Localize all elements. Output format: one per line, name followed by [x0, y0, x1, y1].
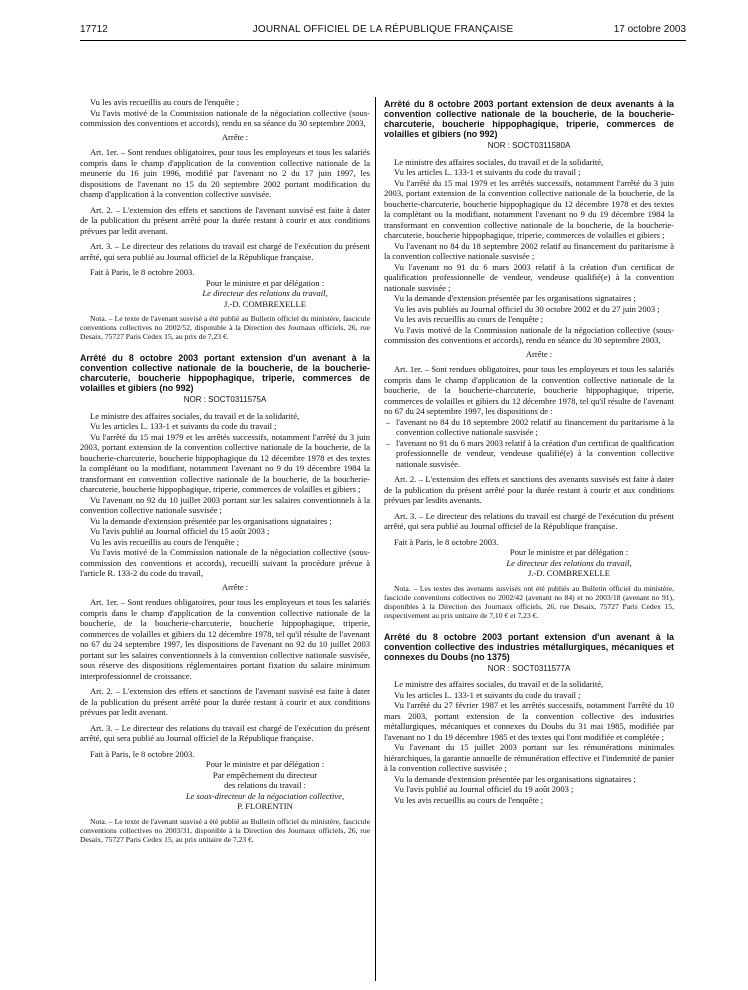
header-rule [80, 40, 686, 41]
paragraph: Vu l'arrêté du 15 mai 1979 et les arrêtés successifs, notamment l'arrêté du 3 juin 2003, portant extension de la convention collective nationale de la boucherie, de la boucherie-charcuterie, boucherie hippophagique du 12 décembre 1978 et des textes la complétant ou la modifiant, notamment l'avenant no 9 du 19 décembre 1984 la transformant en convention collective nationale de la boucherie, de la boucherie-charcuterie, boucherie hippophagique, triperie, commerces de volailles et gibiers ; [384, 177, 674, 240]
list-item-text: l'avenant no 84 du 18 septembre 2002 relatif au financement du paritarisme à la convention collective nationale susvisée ; [396, 416, 674, 437]
page-number: 17712 [80, 24, 108, 35]
paragraph: Vu les articles L. 133-1 et suivants du code du travail ; [394, 167, 581, 177]
paragraph: Vu l'avenant du 15 juillet 2003 portant sur les rémunérations minimales hiérarchiques, la garantie annuelle de rémunération effective et l'indemnité de panier à la convention collective susvisée ; [384, 742, 674, 773]
signature-line: Pour le ministre et par délégation : [509, 547, 629, 557]
article: Art. 2. – L'extension des effets et sanctions de l'avenant susvisé est faite à dater de la publication du présent arrêté pour la durée restant à courir et aux conditions prévues par ledit avenant. [80, 204, 370, 236]
paragraph: Vu l'avis publié au Journal officiel du 19 août 2003 ; [394, 784, 574, 794]
article: Art. 2. – L'extension des effets et sanctions de l'avenant susvisé est faite à dater de la publication du présent arrêté pour la durée restant à courir et aux conditions prévues par ledit avenant. [80, 686, 370, 717]
arrete-heading: Arrête : [525, 348, 553, 359]
paragraph: Vu l'avis motivé de la Commission nationale de la négociation collective (sous-commission des conventions et accords), recueilli suivant la procédure prévue à l'article R. 133-2 du code du travail, [80, 547, 370, 578]
signature-name: J.-D. COMBREXELLE [528, 568, 610, 578]
signature-line: des relations du travail : [223, 780, 307, 790]
paragraph: Vu la demande d'extension présentée par les organisations signataires ; [394, 293, 636, 303]
paragraph: Vu l'avis motivé de la Commission nationale de la négociation collective (sous-commission des conventions et accords), rendu en séance du 30 septembre 2003, [384, 324, 674, 345]
right-column [384, 99, 674, 805]
signature-name: P. FLORENTIN [237, 801, 293, 811]
paragraph: Vu l'avenant no 91 du 6 mars 2003 relatif à la création d'un certificat de qualification professionnelle de vendeur, vendeuse qualifié(e) à la convention nationale susvisée ; [384, 261, 674, 293]
list-item: – l'avenant no 84 du 18 septembre 2002 relatif au financement du paritarisme à la convention collective nationale susvisée ; [386, 416, 674, 437]
paragraph: Le ministre des affaires sociales, du travail et de la solidarité, [394, 679, 604, 689]
paragraph: Vu les articles L. 133-1 et suivants du code du travail ; [394, 689, 581, 700]
page-header [80, 24, 686, 38]
nota: Nota. – Le texte de l'avenant susvisé a été publié au Bulletin officiel du ministère, fascicule conventions collectives no 2003/31, disponible à la Direction des Journaux officiels, 26, rue Desaix, 75727 Paris Cedex 15, au prix unitaire de 7,23 €. [80, 816, 370, 844]
section-title: Arrêté du 8 octobre 2003 portant extension d'un avenant à la convention collective des industries métallurgiques, mécaniques et connexes du Doubs (no 1375) [384, 631, 674, 662]
nota: Nota. – Le texte de l'avenant susvisé a été publié au Bulletin officiel du ministère, fascicule conventions collectives no 2002/52, disponible à la Direction des Journaux officiels, 26, rue Desaix, 75727 Paris Cedex 15, au prix de 7,23 €. [80, 314, 370, 341]
nor-code: NOR : SOCT0311575A [183, 395, 267, 404]
journal-title: JOURNAL OFFICIEL DE LA RÉPUBLIQUE FRANÇAISE [252, 24, 514, 35]
signature-line: Pour le ministre et par délégation : [205, 277, 325, 288]
article: Art. 1er. – Sont rendues obligatoires, pour tous les employeurs et tous les salariés compris dans le champ d'application de la convention collective nationale de la boucherie, de la boucherie-charcuterie, boucherie hippophagique, triperie, commerces de volailles et gibiers du 12 décembre 1978, tel qu'il résulte de l'avenant no 67 du 24 septembre 1997, les dispositions de : [384, 364, 674, 416]
paragraph: Vu les avis recueillis au cours de l'enquête ; [90, 536, 240, 547]
fait-line: Fait à Paris, le 8 octobre 2003. [394, 536, 499, 547]
signature-name: J.-D. COMBREXELLE [224, 298, 306, 309]
fait-line: Fait à Paris, le 8 octobre 2003. [90, 267, 195, 277]
nor-code: NOR : SOCT0311580A [487, 141, 571, 150]
paragraph: Le ministre des affaires sociales, du travail et de la solidarité, [394, 156, 604, 167]
column-separator [375, 97, 376, 981]
arrete-heading: Arrête : [221, 581, 249, 592]
paragraph: Vu les avis publiés au Journal officiel du 30 octobre 2002 et du 27 juin 2003 ; [394, 303, 660, 314]
nota: Nota. – Les textes des avenants susvisés ont été publiés au Bulletin officiel du ministère, fascicule conventions collectives no 2002/42 (avenant no 84) et no 2003/18 (avenant no 91), disponibles à la Direction des Journaux officiels, 26, rue Desaix, 75727 Paris Cedex 15, respectivement au prix unitaire de 7,10 € et 7,23 €. [384, 583, 674, 620]
paragraph: Vu l'avis motivé de la Commission nationale de la négociation collective (sous-commission des conventions et accords), rendu en sa séance du 30 septembre 2003, [80, 107, 370, 128]
article: Art. 1er. – Sont rendues obligatoires, pour tous les employeurs et tous les salariés compris dans le champ d'application de la convention collective nationale de la meunerie du 16 juin 1996, modifié par l'avenant no 2 du 17 juin 1997, les dispositions de l'avenant no 15 du 20 septembre 2002 portant modification du champ d'application à la convention collective susvisée. [80, 147, 370, 199]
article: Art. 3. – Le directeur des relations du travail est chargé de l'exécution du présent arrêté, qui sera publié au Journal officiel de la République française. [80, 722, 370, 743]
fait-line: Fait à Paris, le 8 octobre 2003. [90, 748, 195, 759]
article: Art. 3. – Le directeur des relations du travail est chargé de l'exécution du présent arrêté, qui sera publié au Journal officiel de la République française. [80, 241, 370, 262]
paragraph: Vu l'arrêté du 15 mai 1979 et les arrêtés successifs, notamment l'arrêté du 3 juin 2003, portant extension de la convention collective nationale de la boucherie, de la boucherie-charcuterie, boucherie hippophagique du 12 décembre 1978 et des textes la complétant ou la modifiant, notamment l'avenant no 9 du 19 décembre 1984 la transformant en convention collective nationale de la boucherie, de la boucherie-charcuterie, boucherie hippophagique, triperie, commerces de volailles et gibiers ; [80, 431, 370, 494]
left-column [80, 97, 370, 844]
paragraph: Vu les avis recueillis au cours de l'enquête ; [90, 97, 240, 107]
issue-date: 17 octobre 2003 [613, 24, 686, 35]
paragraph: Vu la demande d'extension présentée par les organisations signataires ; [394, 773, 636, 784]
paragraph: Vu les articles L. 133-1 et suivants du code du travail ; [90, 421, 277, 431]
article: Art. 3. – Le directeur des relations du travail est chargé de l'exécution du présent arrêté, qui sera publié au Journal officiel de la République française. [384, 510, 674, 531]
paragraph: Vu les avis recueillis au cours de l'enquête ; [394, 314, 544, 324]
article: Art. 2. – L'extension des effets et sanctions des avenants susvisés est faite à dater de la publication du présent arrêté pour la durée restant à courir et aux conditions prévues par lesdits avenants. [384, 474, 674, 505]
section-title: Arrêté du 8 octobre 2003 portant extension d'un avenant à la convention collective nationale de la boucherie, de la boucherie-charcuterie, boucherie hippophagique, triperie, commerces de volailles et gibiers (no 992) [80, 353, 370, 393]
paragraph: Vu l'arrêté du 27 février 1987 et les arrêtés successifs, notamment l'arrêté du 10 mars 2003, portant extension de la convention collective des industries métallurgiques, mécaniques et connexes du Doubs du 31 mai 1985, modifiée par l'avenant no 1 du 19 décembre 1985 et des textes qui l'ont modifiée et complétée ; [384, 700, 674, 742]
paragraph: Vu la demande d'extension présentée par les organisations signataires ; [90, 515, 332, 526]
list-item-text: l'avenant no 91 du 6 mars 2003 relatif à la création d'un certificat de qualification professionnelle de vendeur, vendeuse qualifié(e) à la convention collective nationale susvisée. [396, 437, 674, 469]
signature-line: Le directeur des relations du travail, [506, 557, 632, 568]
article: Art. 1er. – Sont rendues obligatoires, pour tous les employeurs et tous les salariés compris dans le champ d'application de la convention collective nationale de la boucherie, de la boucherie-charcuterie, boucherie hippophagique, triperie, commerces de volailles et gibiers du 12 décembre 1978, tel qu'il résulte de l'avenant no 67 du 24 septembre 1997, les dispositions de l'avenant no 92 du 10 juillet 2003 portant sur les salaires conventionnels à la convention collective nationale susvisée, sous réserve des dispositions réglementaires portant fixation du salaire minimum interprofessionnel de croissance. [80, 597, 370, 681]
paragraph: Vu l'avenant no 92 du 10 juillet 2003 portant sur les salaires conventionnels à la convention collective nationale susvisée ; [80, 494, 370, 515]
signature-line: Par empêchement du directeur [212, 769, 318, 780]
arrete-heading: Arrête : [221, 131, 249, 142]
signature-line: Le sous-directeur de la négociation collective, [185, 790, 345, 801]
paragraph: Vu l'avis publié au Journal officiel du 15 août 2003 ; [90, 526, 270, 536]
signature-line: Le directeur des relations du travail, [202, 288, 328, 298]
signature-line: Pour le ministre et par délégation : [205, 759, 325, 769]
paragraph: Vu l'avenant no 84 du 18 septembre 2002 relatif au financement du paritarisme à la convention collective nationale susvisée ; [384, 240, 674, 261]
paragraph: Vu les avis recueillis au cours de l'enquête ; [394, 794, 544, 805]
section-title: Arrêté du 8 octobre 2003 portant extension de deux avenants à la convention collective nationale de la boucherie, de la boucherie-charcuterie, boucherie hippophagique, triperie, commerces de volailles et gibiers (no 992) [384, 99, 674, 139]
paragraph: Le ministre des affaires sociales, du travail et de la solidarité, [90, 410, 300, 421]
nor-code: NOR : SOCT0311577A [487, 663, 571, 673]
list-item: – l'avenant no 91 du 6 mars 2003 relatif à la création d'un certificat de qualification professionnelle de vendeur, vendeuse qualifié(e) à la convention collective nationale susvisée. [386, 437, 674, 469]
